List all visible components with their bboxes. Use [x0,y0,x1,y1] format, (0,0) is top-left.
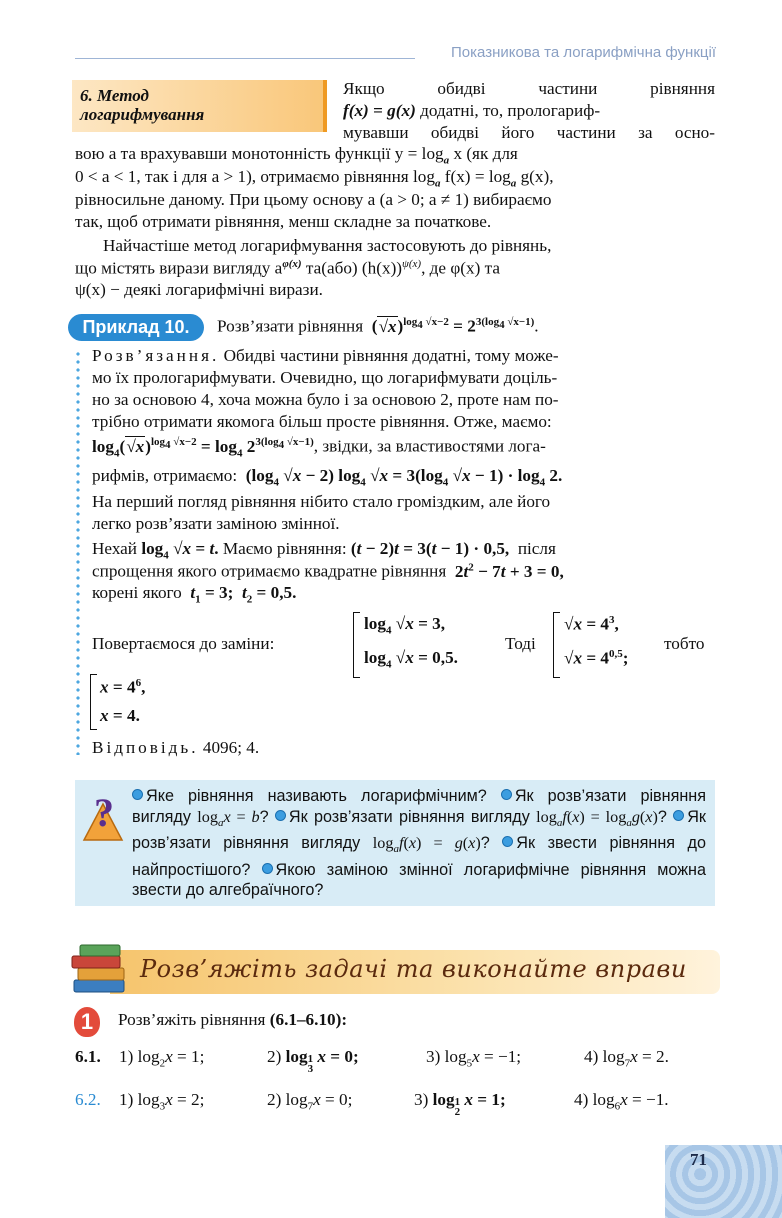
bullet-icon [132,789,143,800]
system3-eq1: $x = 4^6$, [100,677,146,697]
method-line-10: ψ(x) − деякі логарифмічні вирази. [75,280,323,299]
ie-word: тобто [664,634,705,653]
solution-back-substitution: Повертаємося до заміни: [92,634,275,653]
solution-line-6: рифмів, отримаємо: ($\log_4$ √x − 2) $\log_4 √x = 3(\log_4$ $√x - 1) \cdot \log_4 2$. [92,466,563,489]
solution-line-11: корені якого $t_1 = 3$; $t_2 = 0,5$. [92,583,297,606]
system-bracket-2 [553,612,560,678]
solution-line-8: легко розв’язати заміною змінної. [92,514,340,533]
questions-text: Яке рівняння називають логарифмічним? Як розв’язати рівняння вигляду $\log_ax = b$? Як розв’язати рівняння вигляду $\log_af(x) = \log_ag(x)$? Як розв’язати рівняння вигляду $\log_af(x) = g(x)$? Як звести рівняння до найпростішого? Якою заміною змінної логарифмічне рівняння можна звести до алгебраїчного? [132,787,706,900]
level-badge: 1 [74,1007,100,1037]
solution-line-4: трібно отримати якомога більш просте рівняння. Отже, маємо: [92,412,552,431]
method-line-7: так, щоб отримати рівняння, менш складне за початкове. [75,212,492,231]
method-label [72,80,327,132]
bullet-icon [502,836,513,847]
system1-eq1: $\log_4 √x = 3$, [364,614,446,637]
method-line-5: 0 < a < 1, так і для a > 1), отримаємо рівняння $\log_a f(x) = \log_a g(x)$, [75,167,554,190]
method-text-right-1: Якщо обидві частини рівняння [343,79,715,98]
method-line-6: рівносильне даному. При цьому основу a (a > 0; a ≠ 1) вибираємо [75,190,552,209]
example-task: Розв’язати рівняння $(√x)^{log_4 √x-2} = 2^{3(log_4 √x-1)}$. [217,316,539,336]
then-word: Тоді [505,634,536,653]
solution-dotted-marker [76,350,80,755]
svg-text:?: ? [94,790,114,835]
exercise-6-1: 6.1. 1) $\log_2x = 1$; 2) log1 3 x = 0; 3) $\log_5x = -1$; 4) $\log_7x = 2$. [75,1047,669,1075]
method-label-line2: логарифмування [80,105,205,124]
method-text-right-3: мувавши обидві його частини за осно- [343,123,715,142]
exercises-title: Розв’яжіть задачі та виконайте вправи [140,955,687,983]
system1-eq2: $\log_4 √x = 0,5$. [364,648,458,671]
bullet-icon [262,863,273,874]
method-text-right-2: f(x) = g(x) додатні, то, прологариф- [343,101,601,120]
solution-line-2: мо їх прологарифмувати. Очевидно, що логарифмувати доціль- [92,368,558,387]
solution-line-5: $\log_4(√x)^{log_4 √x-2} = \log_4 2^{3(log_4 √x-1)}$, звідки, за властивостями лога- [92,436,546,460]
bullet-icon [673,810,684,821]
bullet-icon [275,810,286,821]
answer-line: Відповідь. 4096; 4. [92,738,260,757]
exercises-intro: Розв’яжіть рівняння (6.1–6.10): [118,1010,348,1029]
system2-eq1: $√x = 4^3$, [564,614,619,634]
page-number: 71 [690,1150,707,1169]
example-badge: Приклад 10. [68,314,204,341]
running-title: Показникова та логарифмічна функції [451,44,716,61]
header-rule [75,58,415,59]
system3-eq2: x = 4. [100,706,140,725]
solution-line-1: Розв’язання. Обидві частини рівняння додатні, тому може- [92,346,559,365]
question-mark-icon [80,790,126,844]
page-corner-decoration [665,1145,782,1218]
system2-eq2: $√x = 4^{0,5}$; [564,648,629,668]
solution-line-7: На перший погляд рівняння нібито стало громіздким, але його [92,492,551,511]
solution-line-3: но за основою 4, хоча можна було і за основою 2, проте нам по- [92,390,559,409]
bullet-icon [501,789,512,800]
method-line-8: Найчастіше метод логарифмування застосовують до рівнянь, [103,236,552,255]
method-label-line1: 6. Метод [80,86,149,105]
method-line-9: що містять вирази вигляду $a^{\varphi(x)}$ та(або) $(h(x))^{\psi(x)}$, де φ(x) та [75,258,500,278]
system-bracket-1 [353,612,360,678]
books-icon [70,942,132,996]
solution-line-10: спрощення якого отримаємо квадратне рівняння $2t^2 - 7t + 3 = 0$, [92,561,564,581]
system-bracket-3 [90,674,97,730]
method-line-4: вою a та врахувавши монотонність функції $y = \log_a x$ (як для [75,144,518,167]
exercise-6-2: 6.2. 1) $\log_3x = 2$; 2) $\log_7x = 0$; 3) log1 2 x = 1; 4) $\log_6x = -1$. [75,1090,669,1118]
solution-line-9: Нехай $\log_4 √x = t$. Маємо рівняння: (t − 2)t = 3(t − 1) · 0,5, після [92,539,556,562]
